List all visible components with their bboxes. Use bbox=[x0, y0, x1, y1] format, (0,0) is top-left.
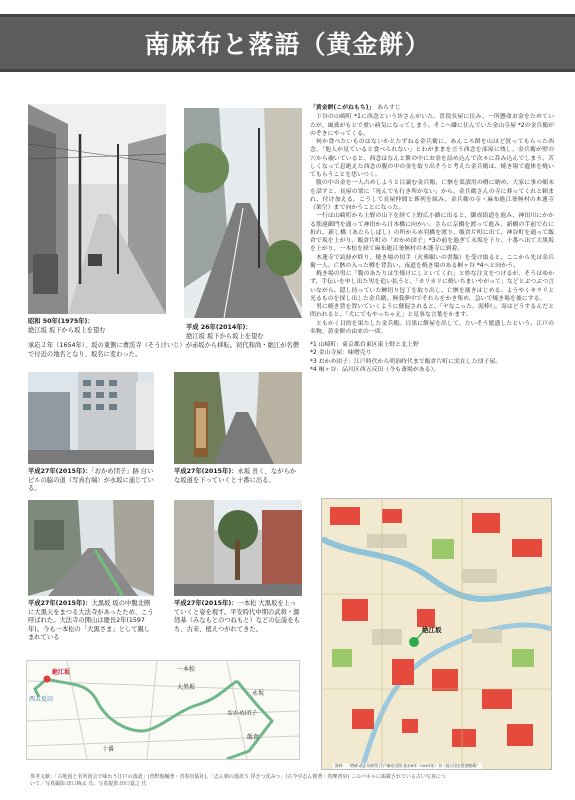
route-label-ipponmatsu: 一本松 bbox=[177, 666, 196, 673]
route-label-daikokuzaka: 大黒坂 bbox=[177, 684, 196, 691]
story-note: *3 おかめ団子：江戸時代から明治時代まで飯倉片町に実在した団子屋。 bbox=[310, 358, 502, 365]
old-map-source: 資料：「増補 改正切絵図 江戸麻布辺図 嘉永6年（1853年）刊（国立国会図書館蔵） bbox=[335, 763, 480, 768]
credit-text: 参考文献：「古地図と名所図会で味わう江戸の落語」(菅野俊輔著・青春出版社)、「志ん朝の落語５ 浮きつ沈みつ」(古今亭志ん朝著・筑摩書房) このパネルに掲載されている古い写真について／写真撮影:田口梅太 氏、写真提供:田口嘉之 氏 bbox=[30, 774, 446, 787]
caption-daikokuzaka: 平成27年(2015年)：大黒坂 坂の中腹北側に大黒天をまつる大法寺があったため、こう呼ばれた。大法寺の開山は慶長2年(1597年)。今も一本松の「大黒さま」として親しまれている bbox=[28, 600, 154, 642]
caption-photo-1975: 昭和 50年(1975年)： 絶江坂 坂下から坂上を望む bbox=[28, 318, 106, 334]
caption-ipponmatsu: 平成27年(2015年)：一本松 大黒坂を上っていくと姿を現す。平安時代中期の武将・源経基（みなもとのつねもと）などの伝説をもち、古来、植えつがれてきた。 bbox=[174, 600, 300, 633]
story-note: *2 金山寺屋：味噌売り bbox=[310, 350, 372, 357]
route-map bbox=[26, 660, 300, 760]
story-paragraph: ともかく目的を果たした金兵衛。目黒に餅屋を出して、たいそう繁盛したという。江戸の名物、黄金餅の由来の一席。 bbox=[310, 320, 554, 335]
story-note: *4 桐ヶ谷：品川区西五反田（今も斎場がある）。 bbox=[310, 366, 440, 373]
story-paragraph: 男に焼き賃を置いていくように催促されると、「ヤなこった、泥棒!」。寄はどうするんだと問われると、「犬にでもやっちゃえ」と見事な言葉をかます。 bbox=[310, 304, 554, 319]
caption-photo-2014: 平成 26年(2014年)： 絶江坂 坂下から坂上を望む bbox=[186, 324, 264, 340]
photo-zekkouzaka-2014 bbox=[184, 108, 302, 318]
story-column bbox=[310, 104, 554, 374]
route-label-nagasaka: 永坂 bbox=[252, 690, 265, 697]
story-paragraph: 何か食べたいものはないかとたずねる金兵衛に、あんころ餅を山ほど買ってもらった西念。「他人が見ていると食べられない」とわがままを言う西念を部屋に残し、金兵衛が壁の穴から覗いていると、西念はなんと餅の中にお金を詰め込んで次々に呑み込んでしまう。苦しくなって息絶えた西念の腹の中の金を取り出そうと考えた金兵衛は、焼き場で遺体を焼いてもらうことを思いつく。 bbox=[310, 139, 554, 178]
story-paragraph: 焼き場の男に「腹のあたりは生焼けにしといてくれ」と妙な注文をつけるが、そうはゆかず、手伝いを申し出た男を追い払うと、「カリカリに焼いちまいやがって」などとぶつぶつ言いながら、隠し持っていた鯵切り包丁を取り出し、亡骸を掻きはじめる。ようやくキラリと光るものを探し出した金兵衛。無我夢中でそれらをかき集め、急いで焼き場を後にする。 bbox=[310, 271, 554, 302]
route-label-juban: 十番 bbox=[102, 746, 115, 753]
caption-history: 承応２年（1654年）、坂の東側に曹渓寺（そうけいじ）が赤坂から移転。初代和尚・絶江が名僧で付近の地名となり、坂名に変わった。 bbox=[28, 342, 300, 358]
photo-daikokuzaka bbox=[28, 500, 154, 596]
story-paragraph: 腹の中の金を一人占めしようと目論む金兵衛。亡骸を菜漬用の樽に納め、大家に事の顛末を話すと、長屋の衆に「死んでも行き所がない」から、金兵衛さんの寺に葬ってくれと頼まれ、付け加える。こうして長屋仲間と葬列を組み、金兵衛の寺・麻布絶江釜無村の木蓮寺（架空）まで向かうことになった。 bbox=[310, 180, 554, 211]
page-title: 南麻布と落語（黄金餅） bbox=[144, 30, 431, 59]
route-label-iikura: 飯倉 bbox=[247, 734, 260, 741]
caption-nagasaka: 平成27年(2015年)：永坂 長く、ながらかな坂道を下っていくと十番に出る。 bbox=[174, 468, 297, 484]
story-note: *1 山崎町：東京都台東区東上野と北上野 bbox=[310, 342, 419, 348]
story-paragraph: 下谷の山崎町 *1に西念という坊さんがいた。普段長屋に住み、一所懸命お金をためていたが、風邪がもとで重い病気になってしまう。そこへ隣に住んでいた金山寺屋 *2の金兵衛がのぞきにやってくる。 bbox=[310, 114, 554, 137]
route-label-zekkouzaka: 絶江坂 bbox=[52, 669, 71, 676]
photo-okame-dango-site bbox=[28, 372, 154, 464]
story-heading: 「黄金餅(こがねもち)」 あらすじ bbox=[310, 105, 401, 111]
story-paragraph: 一行は山崎町から上野の山下を経て上野広小路に出ると、御成街道を進み、神田川にかかる筋違御門を通って神田から日本橋に向かい、さらに京橋を渡って進み、新橋の手前で右に折れ、新し橋（あたらしばし）の所から赤羽橋を渡り、飯倉片町に出て、神谷町を通って飯倉で坂を上がり、飯倉片町の「おかめ団子」*3の前を過ぎて永坂を下り、十番へ出て大黒坂を上がり、一本松を経て麻布絶江釜無村の木蓮寺に到着。 bbox=[310, 213, 554, 253]
story-notes bbox=[310, 341, 554, 374]
route-label-nishigotanda: 西五反田 bbox=[29, 696, 54, 703]
photo-nagasaka bbox=[174, 372, 302, 464]
old-edo-map bbox=[321, 498, 552, 770]
title-banner bbox=[0, 14, 575, 72]
old-map-label: 絶江坂 bbox=[422, 626, 442, 634]
caption-okame-dango: 平成27年(2015年)：「おかめ団子」跡 白いビルの脇の道（写真右端）が永坂に通じている。 bbox=[28, 468, 154, 493]
route-label-okame: おかめ団子 bbox=[227, 710, 258, 717]
photo-zekkouzaka-1975 bbox=[28, 104, 166, 314]
photo-ipponmatsu bbox=[174, 500, 302, 596]
story-paragraph: 木蓮寺で読経が終り、焼き場の切手（火葬願いの書類）を受け取ると、ここから先は金兵衛一人。亡骸の入った樽を背負い、夜道を焼き場のある桐ヶ谷 *4へと向かう。 bbox=[310, 254, 554, 269]
